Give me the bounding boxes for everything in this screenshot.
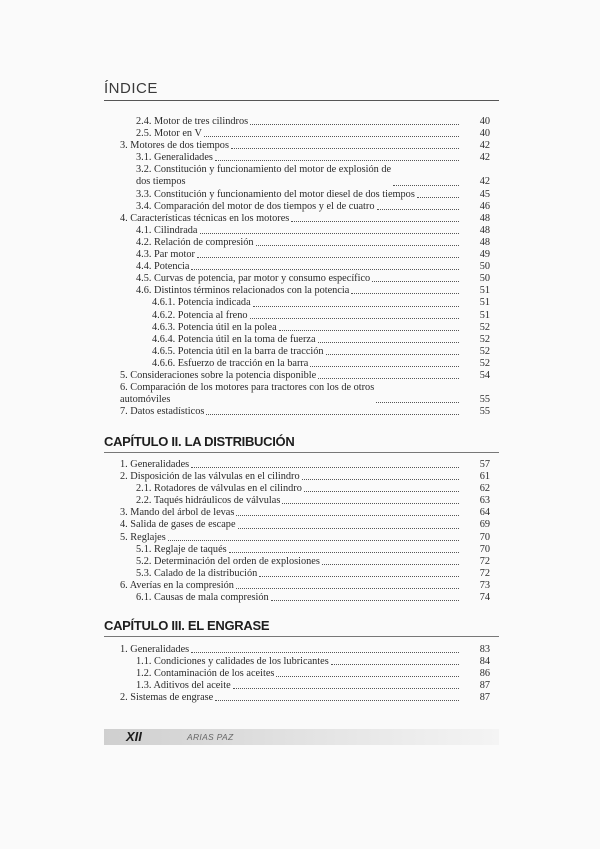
toc-entry-label: 4.6.4. Potencia útil en la toma de fuerza	[152, 333, 316, 345]
toc-entry	[104, 189, 490, 201]
toc-entry-page: 40	[479, 128, 490, 140]
chapter-divider	[104, 636, 499, 637]
dot-leader	[279, 330, 459, 331]
toc-entry	[104, 322, 490, 334]
toc-entry-label-line1: 3.2. Constitución y funcionamiento del motor de explosión de	[136, 164, 392, 176]
dot-leader	[310, 366, 459, 367]
toc-entry	[104, 273, 490, 285]
toc-entry-label: 5.1. Reglaje de taqués	[136, 543, 227, 555]
toc-entry	[104, 544, 490, 556]
dot-leader	[291, 221, 459, 222]
toc-entry-label: 3.1. Generalidades	[136, 152, 213, 164]
chapter-title-engrase: CAPÍTULO III. EL ENGRASE	[104, 618, 270, 633]
toc-entry	[104, 370, 490, 382]
toc-entry	[104, 164, 490, 188]
toc-entry-page: 42	[479, 176, 490, 188]
toc-entry	[104, 249, 490, 261]
toc-entry-page: 52	[479, 357, 490, 369]
dot-leader	[331, 664, 459, 665]
toc-entry-page: 72	[479, 555, 490, 567]
toc-entry	[104, 495, 490, 507]
page-footer	[104, 729, 499, 745]
toc-entry	[104, 680, 490, 692]
toc-entry-label: 2.2. Taqués hidráulicos de válvulas	[136, 495, 281, 507]
dot-leader	[231, 148, 459, 149]
toc-entry-label-line2: dos tiempos	[136, 176, 186, 188]
toc-entry	[104, 310, 490, 322]
dot-leader	[233, 688, 459, 689]
toc-entry	[104, 382, 490, 406]
toc-entry	[104, 568, 490, 580]
toc-entry-label: 1. Generalidades	[120, 459, 190, 470]
toc-entry-label: 5. Reglajes	[120, 531, 166, 543]
toc-entry	[104, 459, 490, 471]
toc-entry-label: 3.4. Comparación del motor de dos tiempos y el de cuatro	[136, 200, 375, 212]
toc-entry-page: 73	[479, 579, 490, 591]
toc-entry	[104, 285, 490, 297]
toc-entry-label: 1.3. Aditivos del aceite	[136, 680, 231, 692]
dot-leader	[259, 576, 459, 577]
toc-entry-page: 83	[479, 644, 490, 655]
toc-entry-label: 4.6.1. Potencia indicada	[152, 297, 251, 309]
toc-entry	[104, 471, 490, 483]
toc-entry-label: 4.1. Cilindrada	[136, 224, 198, 236]
toc-entry-page: 87	[479, 692, 490, 704]
dot-leader	[256, 245, 459, 246]
toc-entry	[104, 225, 490, 237]
toc-entry-label: 4.5. Curvas de potencia, par motor y consumo específico	[136, 273, 371, 285]
footer-author: ARIAS PAZ	[187, 732, 234, 742]
toc-entry-page: 62	[479, 483, 490, 495]
toc-entry-page: 52	[479, 333, 490, 345]
toc-entry	[104, 237, 490, 249]
toc-entry	[104, 346, 490, 358]
toc-entry-label: 4.6.2. Potencia al freno	[152, 309, 248, 321]
dot-leader	[271, 600, 459, 601]
toc-section-engrase	[104, 644, 490, 704]
header-divider	[104, 100, 499, 101]
toc-entry	[104, 406, 490, 418]
chapter-title-distribucion: CAPÍTULO II. LA DISTRIBUCIÓN	[104, 434, 295, 449]
dot-leader	[236, 588, 459, 589]
dot-leader	[250, 124, 459, 125]
toc-entry-label-line1: 6. Comparación de los motores para tractores con los de otros	[120, 382, 375, 394]
toc-section-motores	[104, 116, 490, 418]
dot-leader	[191, 269, 459, 270]
toc-entry-label: 6.1. Causas de mala compresión	[136, 592, 269, 604]
toc-entry	[104, 116, 490, 128]
toc-entry-label: 4.6.3. Potencia útil en la polea	[152, 321, 277, 333]
toc-entry-page: 49	[479, 249, 490, 261]
dot-leader	[322, 564, 459, 565]
toc-entry-label: 5.2. Determinación del orden de explosiones	[136, 555, 320, 567]
dot-leader	[250, 318, 459, 319]
toc-entry	[104, 592, 490, 604]
toc-entry-page: 86	[479, 668, 490, 680]
chapter-divider	[104, 452, 499, 453]
toc-entry-page: 84	[479, 656, 490, 668]
toc-entry	[104, 507, 490, 519]
toc-section-distribucion	[104, 459, 490, 604]
dot-leader	[236, 515, 459, 516]
toc-entry-page: 48	[479, 236, 490, 248]
toc-entry-label: 3. Motores de dos tiempos	[120, 140, 229, 152]
toc-entry-page: 57	[479, 459, 490, 470]
toc-entry-label-line2: automóviles	[120, 394, 171, 406]
dot-leader	[417, 197, 459, 198]
toc-entry-page: 40	[479, 116, 490, 127]
toc-entry-page: 46	[479, 200, 490, 212]
dot-leader	[253, 306, 459, 307]
toc-entry-label	[136, 164, 391, 188]
toc-entry	[104, 532, 490, 544]
toc-entry-label: 3.3. Constitución y funcionamiento del motor diesel de dos tiempos	[136, 188, 415, 200]
toc-entry	[104, 152, 490, 164]
dot-leader	[326, 354, 459, 355]
dot-leader	[197, 257, 459, 258]
toc-entry	[104, 128, 490, 140]
dot-leader	[200, 233, 460, 234]
toc-entry-page: 48	[479, 224, 490, 236]
toc-entry-label: 2.4. Motor de tres cilindros	[136, 116, 249, 127]
dot-leader	[238, 528, 459, 529]
toc-entry	[104, 201, 490, 213]
footer-band	[104, 729, 499, 745]
toc-entry	[104, 580, 490, 592]
dot-leader	[351, 293, 459, 294]
dot-leader	[318, 378, 459, 379]
toc-entry-label: 4.6.6. Esfuerzo de tracción en la barra	[152, 357, 309, 369]
toc-entry-label: 4. Características técnicas en los motores	[120, 212, 290, 224]
toc-entry	[104, 519, 490, 531]
toc-entry-label: 2.1. Rotadores de válvulas en el cilindro	[136, 483, 302, 495]
dot-leader	[215, 160, 459, 161]
toc-entry-page: 45	[479, 188, 490, 200]
dot-leader	[215, 700, 459, 701]
dot-leader	[376, 402, 459, 403]
toc-entry-label: 1.1. Condiciones y calidades de los lubricantes	[136, 656, 329, 668]
toc-entry-label: 4.2. Relación de compresión	[136, 236, 254, 248]
toc-entry	[104, 358, 490, 370]
toc-entry-label: 2. Sistemas de engrase	[120, 692, 214, 704]
toc-entry-page: 51	[479, 285, 490, 297]
toc-entry-page: 52	[479, 345, 490, 357]
toc-entry-page: 42	[479, 140, 490, 152]
toc-entry-page: 61	[479, 471, 490, 483]
toc-entry-page: 55	[479, 406, 490, 418]
dot-leader	[393, 185, 459, 186]
toc-entry	[104, 556, 490, 568]
dot-leader	[191, 652, 459, 653]
dot-leader	[377, 209, 460, 210]
toc-entry-page: 51	[479, 309, 490, 321]
toc-entry-label: 4.6.5. Potencia útil en la barra de tracción	[152, 345, 324, 357]
toc-entry-page: 70	[479, 531, 490, 543]
toc-entry-page: 54	[479, 369, 490, 381]
toc-entry-label: 2.5. Motor en V	[136, 128, 202, 140]
toc-entry-page: 42	[479, 152, 490, 164]
toc-entry-page: 50	[479, 261, 490, 273]
toc-entry-label: 1.2. Contaminación de los aceites	[136, 668, 275, 680]
dot-leader	[168, 540, 459, 541]
dot-leader	[276, 676, 459, 677]
toc-entry	[104, 668, 490, 680]
toc-entry-label: 4.6. Distintos términos relacionados con la potencia	[136, 285, 350, 297]
toc-entry	[104, 656, 490, 668]
toc-entry	[104, 213, 490, 225]
page-title: ÍNDICE	[104, 80, 158, 97]
footer-page-number: XII	[126, 729, 142, 744]
dot-leader	[204, 136, 459, 137]
toc-entry-label: 5. Consideraciones sobre la potencia disponible	[120, 369, 317, 381]
toc-entry-label: 6. Averías en la compresión	[120, 579, 234, 591]
page-header	[104, 80, 499, 101]
toc-entry-label: 3. Mando del árbol de levas	[120, 507, 235, 519]
toc-entry-page: 63	[479, 495, 490, 507]
toc-entry-label: 7. Datos estadísticos	[120, 406, 205, 418]
toc-entry-page: 48	[479, 212, 490, 224]
toc-entry-label: 2. Disposición de las válvulas en el cilindro	[120, 471, 300, 483]
toc-entry-page: 50	[479, 273, 490, 285]
dot-leader	[206, 414, 459, 415]
toc-entry-label: 4.3. Par motor	[136, 249, 195, 261]
toc-entry-page: 70	[479, 543, 490, 555]
toc-entry-page: 74	[479, 592, 490, 604]
toc-entry-label: 1. Generalidades	[120, 644, 190, 655]
toc-entry	[104, 297, 490, 309]
toc-entry	[104, 261, 490, 273]
toc-entry-label	[120, 382, 374, 406]
toc-entry-label: 4.4. Potencia	[136, 261, 190, 273]
dot-leader	[191, 467, 459, 468]
toc-entry	[104, 140, 490, 152]
toc-entry-page: 51	[479, 297, 490, 309]
dot-leader	[304, 491, 459, 492]
dot-leader	[302, 479, 459, 480]
toc-entry-page: 55	[479, 394, 490, 406]
toc-entry-page: 87	[479, 680, 490, 692]
toc-entry-page: 72	[479, 567, 490, 579]
toc-entry	[104, 334, 490, 346]
toc-entry-label: 4. Salida de gases de escape	[120, 519, 236, 531]
toc-entry-page: 69	[479, 519, 490, 531]
dot-leader	[282, 503, 459, 504]
toc-entry-page: 64	[479, 507, 490, 519]
dot-leader	[372, 281, 459, 282]
toc-entry	[104, 692, 490, 704]
toc-entry-label: 5.3. Calado de la distribución	[136, 567, 258, 579]
toc-entry	[104, 483, 490, 495]
toc-entry	[104, 644, 490, 656]
toc-entry-page: 52	[479, 321, 490, 333]
dot-leader	[229, 552, 459, 553]
dot-leader	[318, 342, 459, 343]
